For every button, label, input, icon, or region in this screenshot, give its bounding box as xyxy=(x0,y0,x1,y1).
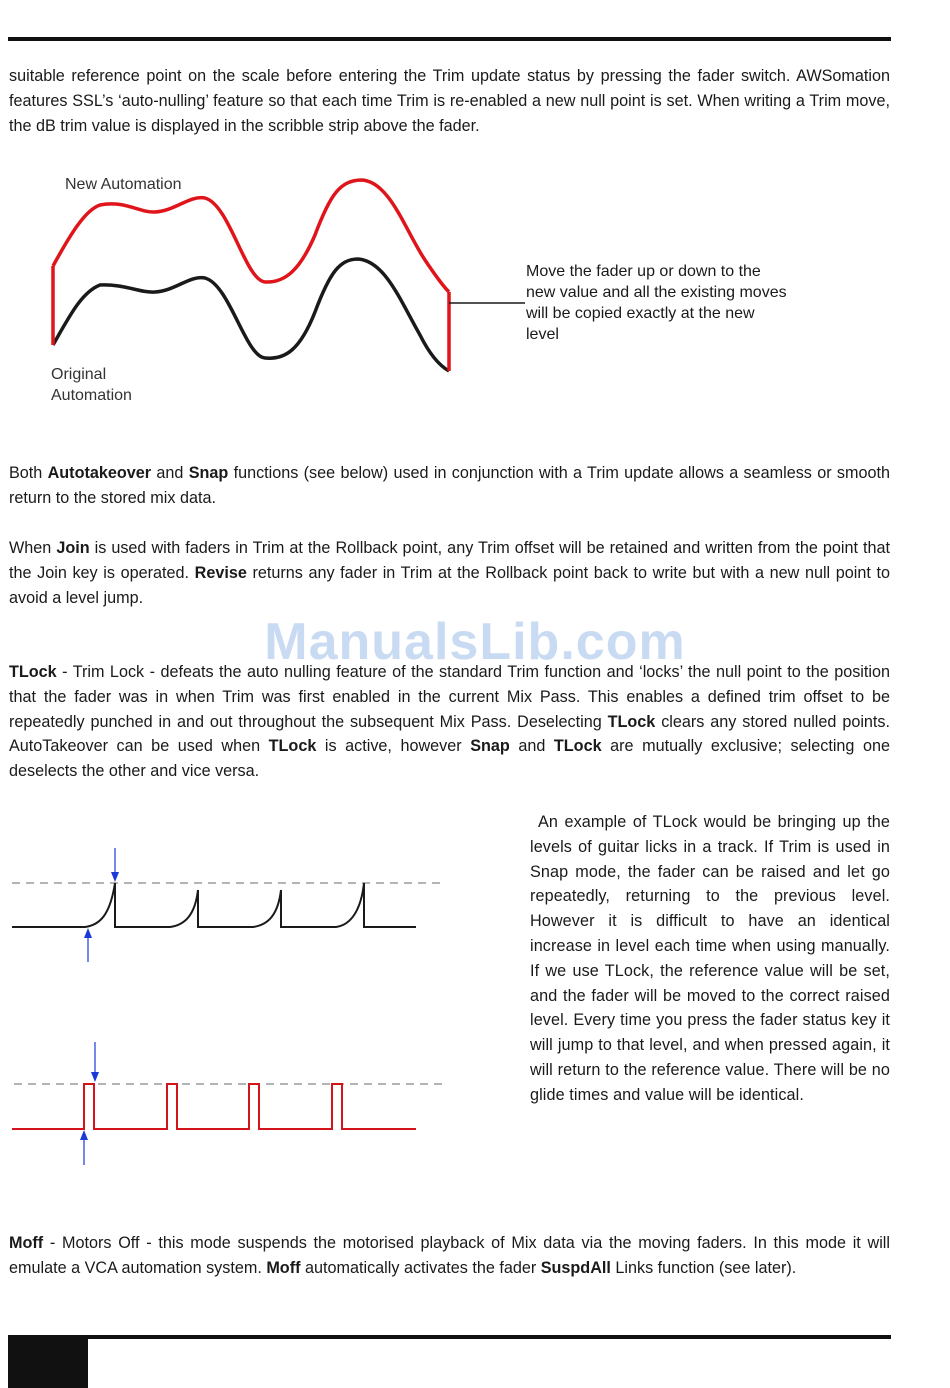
suspdall-term: SuspdAll xyxy=(540,1258,611,1277)
autotakeover-term: Autotakeover xyxy=(47,464,152,482)
new-automation-curve xyxy=(53,180,449,292)
tlock-example-text: An example of TLock would be bringing up the levels of guitar licks in a track. If Trim is used in Snap mode, the fader can be raised and let go repeatedly, returning to the previous level. However it is difficult to have an identical increase in level each time when using manually. If we use TLock, the reference value will be set, and the fader will be moved to the correct raised level. Every time you press the fader status key it will jump to that level, and when pressed again, it will return to the reference value. There will be no glide times and value will be identical. xyxy=(530,813,890,1104)
arrow-up-head xyxy=(84,928,92,938)
autotakeover-paragraph: Both Autotakeover and Snap functions (see below) used in conjunction with a Trim update allows a seamless or smooth return to the stored mix data. xyxy=(9,464,890,507)
moff-paragraph: Moff - Motors Off - this mode suspends the motorised playback of Mix data via the moving faders. In this mode it will emulate a VCA automation system. Moff automatically activates the fader SuspdAll Links function (see later). xyxy=(9,1234,890,1277)
intro-paragraph: suitable reference point on the scale before entering the Trim update status by pressing the fader switch. AWSomation features SSL’s ‘auto-nulling’ feature so that each time Trim is re-enabled a new null point is set. When writing a Trim move, the dB trim value is displayed in the scribble strip above the fader. xyxy=(9,67,890,135)
footer-rule xyxy=(8,1335,891,1339)
watermark: ManualsLib.com xyxy=(264,613,686,671)
join-paragraph: When Join is used with faders in Trim at the Rollback point, any Trim offset will be retained and written from the point that the Join key is operated. Revise returns any fader in Trim at the Rollback point back to write but with a new null point to avoid a level jump. xyxy=(9,539,891,607)
tlock-arrow-down-head xyxy=(91,1072,99,1082)
new-automation-label: New Automation xyxy=(65,176,182,193)
join-term: Join xyxy=(56,539,90,557)
callout-line1: Move the fader up or down to the xyxy=(526,263,761,280)
original-label-line1: Original xyxy=(51,366,107,383)
snap-diagram xyxy=(12,848,442,962)
moff-term: Moff xyxy=(9,1234,44,1252)
callout-line3: will be copied exactly at the new xyxy=(526,305,755,322)
tlock-waveform xyxy=(12,1084,416,1129)
tlock-arrow-up-head xyxy=(80,1130,88,1140)
revise-term: Revise xyxy=(194,563,247,582)
callout-line4: level xyxy=(526,326,559,343)
tlock-diagram xyxy=(12,1042,442,1165)
snap-waveform xyxy=(12,883,416,927)
original-automation-curve xyxy=(53,259,449,371)
page-number-tab xyxy=(8,1339,88,1388)
callout-line2: new value and all the existing moves xyxy=(526,284,787,301)
tlock-paragraph: TLock - Trim Lock - defeats the auto nulling feature of the standard Trim function and ‘locks’ the null point to the position that the fader was in when Trim was first enabled in the current Mix Pass. This enables a defined trim offset to be repeatedly punched in and out throughout the subsequent Mix Pass. Deselecting TLock clears any stored nulled points. AutoTakeover can be used when TLock is active, however Snap and TLock are mutually exclusive; selecting one deselects the other and vice versa. xyxy=(9,663,891,781)
arrow-down-head xyxy=(111,872,119,882)
tlock-term: TLock xyxy=(9,663,57,681)
original-label-line2: Automation xyxy=(51,387,132,404)
snap-term: Snap xyxy=(188,464,229,482)
